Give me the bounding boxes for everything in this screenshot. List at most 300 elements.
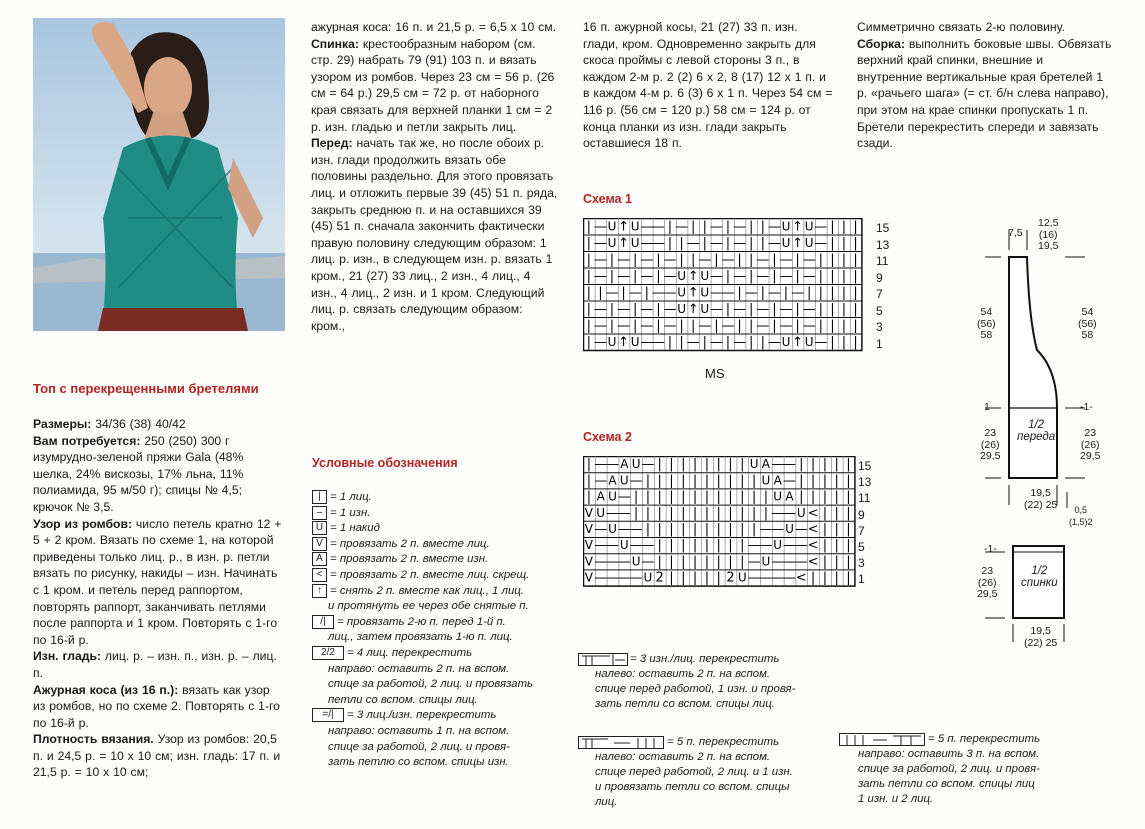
chart-symbol: U	[630, 219, 640, 234]
note-1-line: спице перед работой, 1 изн. и провя-	[595, 683, 796, 695]
back-text: крестообразным набором (см. стр. 29) набрать 79 (91) 103 п. и вязать узором из ромбов. Через 23 см = 56 р. (26 см = 64 р.) 29,5 см = 72 р. от наборного края связать для верхней планки 1 см = 2 р. изн. гладью и петли закрыть лиц.	[311, 36, 555, 134]
chart-symbol: —	[779, 302, 793, 317]
chart-symbol: —	[640, 219, 654, 235]
materials-label: Вам потребуется:	[33, 433, 141, 448]
chart-symbol: |	[657, 522, 662, 537]
chart-symbol: A	[785, 489, 794, 504]
dim-value: 12,5	[1038, 217, 1059, 229]
chart-symbol: —	[606, 538, 619, 554]
chart-symbol: —	[593, 335, 607, 350]
chart-symbol: |	[669, 457, 674, 473]
chart-symbol: |	[830, 252, 835, 268]
chart-symbol: |	[681, 570, 686, 586]
chart-symbol: —	[628, 285, 642, 301]
note-3-line: направо: оставить 3 п. на вспом.	[858, 748, 1040, 760]
gauge-label: Плотность вязания.	[33, 732, 154, 747]
chart-symbol: |	[633, 269, 638, 284]
legend-symbol: U	[312, 521, 327, 535]
chart-symbol: |	[667, 219, 673, 235]
chart-symbol: —	[756, 302, 770, 317]
chart-symbol: |	[795, 302, 800, 317]
chart-symbol: |	[704, 522, 710, 537]
chart-symbol: —	[794, 538, 808, 554]
chart-symbol: U	[804, 236, 814, 250]
sizes-label: Размеры:	[33, 417, 92, 431]
dim-back-width	[1024, 626, 1057, 649]
assembly-text: выполнить боковые швы. Обвязать верхний край спинки, внешние и внутренние вертикальные края бретелей 1 р. «рачьего шага» (= ст. б/н слева направо), при этом на крае спинки пропускать 1 п. Бретели перекрестить спереди и завязать сзади.	[857, 36, 1112, 151]
chart-symbol: —	[759, 538, 773, 554]
chart-symbol: |	[679, 252, 684, 268]
chart-symbol: |	[716, 554, 721, 570]
chart-symbol: |	[633, 505, 639, 521]
chart-symbol: U	[619, 538, 629, 553]
dim-value: 29,5	[980, 450, 1001, 462]
chart-symbol: —	[593, 236, 607, 251]
chart-symbol: |	[822, 505, 828, 521]
article-title: Топ с перекрещенными бретелями	[33, 381, 259, 396]
chart-symbol: —	[617, 252, 631, 268]
dim-value: 23	[981, 565, 994, 577]
chart-symbol: ↑	[618, 236, 630, 251]
chart-symbol: |	[692, 457, 698, 473]
chart-row-number: 15	[858, 459, 872, 473]
chart-symbol: |	[763, 505, 769, 521]
chart-symbol: —	[651, 285, 665, 301]
chart-symbol: <	[807, 522, 819, 537]
dim-value: (26)	[1080, 438, 1100, 451]
legend-text: = 1 изн.	[330, 506, 371, 519]
dim-value: (26)	[977, 576, 997, 589]
chart-row-number: 11	[876, 254, 889, 268]
chart-symbol: |	[657, 505, 662, 521]
legend-item	[312, 677, 533, 692]
legend-item	[312, 506, 370, 521]
chart-symbol: U	[677, 285, 686, 300]
chart-symbol: |	[807, 285, 812, 301]
chart-symbol: —	[802, 269, 816, 284]
chart-symbol: ↑	[792, 236, 804, 251]
chart-symbol: —	[814, 236, 828, 251]
chart-symbol: U	[607, 236, 617, 250]
legend-text: = 1 лиц.	[330, 491, 372, 504]
chart-row-number: 9	[858, 507, 865, 522]
chart-symbol: U	[630, 236, 640, 250]
legend-symbol: =/|	[312, 708, 344, 722]
chart-symbol: |	[841, 318, 847, 334]
chart-symbol: U	[596, 505, 606, 520]
chart-symbol: —	[629, 538, 643, 554]
chart-symbol: |	[692, 538, 698, 554]
chart-symbol: —	[594, 522, 608, 537]
chart-symbol: |	[740, 522, 745, 537]
legend-text: и протянуть ее через обе снятые п.	[328, 600, 529, 613]
chart-symbol: |	[846, 489, 851, 505]
chart-symbol: U	[781, 335, 791, 349]
legend-title: Условные обозначения	[312, 456, 458, 470]
chart-symbol: |	[822, 457, 828, 473]
chart-symbol: —	[686, 236, 700, 251]
chart-symbol: —	[593, 302, 607, 317]
note-3-line: = 5 п. перекрестить	[928, 733, 1041, 745]
chart-symbol: <	[795, 570, 807, 586]
legend-text: петли со вспом. спицы лиц.	[328, 693, 478, 706]
chart-symbol: —	[617, 554, 631, 570]
chart-symbol: —	[733, 236, 747, 251]
note-1	[595, 652, 795, 712]
chart-symbol: |	[716, 457, 721, 473]
back-piece-label	[1021, 566, 1058, 589]
chart-symbol: —	[698, 252, 712, 268]
chart-symbol: —	[802, 302, 816, 317]
dim-value: (56)	[977, 317, 996, 330]
chart-symbol: |	[834, 473, 839, 489]
chart-symbol: |	[681, 473, 686, 489]
chart-symbol: —	[767, 219, 781, 235]
chart-symbol: |	[728, 554, 733, 570]
chart-symbol: |	[657, 489, 662, 505]
chart-symbol: |	[669, 538, 674, 554]
chart-symbol: —	[593, 269, 607, 284]
chart-symbol: |	[728, 457, 733, 473]
dim-value: (22) 25	[1024, 498, 1058, 511]
symmetry-text: Симметрично связать 2-ю половину.	[857, 20, 1065, 34]
chart-row-number: 15	[876, 221, 890, 235]
legend-symbol: 2/2	[312, 646, 344, 660]
chart-symbol: |	[846, 473, 851, 489]
chart-symbol: |	[728, 473, 733, 489]
chart-symbol: |	[749, 335, 754, 350]
chart-symbol: |	[716, 522, 721, 537]
front-label: Перед:	[311, 136, 353, 151]
chart-symbol: |	[692, 473, 698, 489]
legend-text: направо: оставить 1 п. на вспом.	[328, 725, 510, 737]
chart-symbol: |	[795, 269, 800, 284]
piece-label-line: 1/2	[1031, 565, 1048, 577]
chart-symbol: |	[834, 522, 839, 537]
chart-symbol: —	[814, 335, 828, 350]
legend-item	[312, 662, 509, 677]
chart-symbol: |	[818, 252, 823, 268]
chart-symbol: |	[841, 285, 847, 301]
chart-symbol: |	[728, 522, 733, 537]
chart-symbol: |	[822, 522, 828, 537]
chart-symbol: |	[846, 457, 851, 473]
chart-symbol: |	[830, 302, 835, 317]
chart-symbol: |	[691, 252, 696, 268]
chart-symbol: U	[631, 554, 641, 569]
chart-symbol: V	[584, 505, 594, 520]
legend-symbol: ↑	[312, 584, 327, 598]
chart-symbol: |	[830, 335, 835, 350]
chart-symbol: |	[704, 473, 710, 489]
chart-symbol: |	[657, 457, 662, 473]
chart-symbol: |	[702, 236, 707, 251]
chart-symbol: |	[830, 318, 835, 334]
chart-symbol: |	[725, 269, 731, 284]
chart-symbol: —	[629, 522, 643, 537]
lace-cable-text: вязать как узор из ромбов, но по схеме 2. Повторять с 1-го по 16-й р.	[33, 682, 280, 730]
chart-symbol: —	[651, 335, 665, 350]
chart-symbol: |	[691, 219, 696, 235]
chart-symbol: |	[740, 473, 745, 489]
chart-symbol: |	[846, 522, 851, 537]
chart-symbol: |	[621, 285, 626, 301]
front-continued: 16 п. ажурной косы, 21 (27) 33 п. изн. глади, кром. Одновременно закрыть для скоса проймы с левой стороны 3 п., в каждом 2-м р. 2 (2) 6 х 2, 8 (17) 12 х 1 п. и в каждом 4-м р. 6 (3) 6 х 1 п. Через 54 см = 116 р. (56 см = 120 р.) 58 см = 124 р. от конца планки из изн. глади закрыть оставшиеся 18 п.	[583, 20, 833, 151]
chart-symbol: V	[584, 570, 594, 585]
legend-item	[312, 490, 372, 505]
chart-symbol: —	[779, 252, 793, 268]
chart-symbol: |	[783, 285, 789, 301]
chart-symbol: —	[802, 252, 816, 268]
chart-symbol: |	[737, 285, 742, 301]
chart-symbol: |	[822, 473, 828, 489]
chart-symbol: |	[692, 505, 698, 521]
chart-symbol: |	[704, 570, 710, 586]
chart-symbol: —	[663, 285, 677, 301]
chart-symbol: —	[593, 252, 607, 268]
chart-symbol: —	[779, 318, 793, 334]
note-3-line: зать петли со вспом. спицы лиц	[858, 778, 1035, 790]
chart-symbol: —	[629, 473, 643, 489]
chart-symbol: —	[771, 505, 785, 521]
chart-symbol: |	[822, 538, 828, 554]
chart-symbol: |	[822, 570, 828, 586]
chart-symbol: |	[749, 318, 754, 334]
chart-symbol: —	[721, 318, 735, 334]
chart-symbol: |	[772, 252, 777, 268]
legend-item	[312, 599, 529, 614]
dim-edge	[1069, 505, 1093, 528]
chart-symbol: —	[771, 554, 785, 570]
chart-symbol: ↑	[618, 335, 630, 350]
chart-symbol: |	[749, 252, 754, 268]
chart-symbol: U	[700, 302, 710, 316]
chart-symbol: ↑	[687, 302, 699, 317]
chart-symbol: —	[721, 252, 735, 268]
chart-symbol: V	[584, 522, 594, 536]
chart-symbol: ↑	[687, 269, 699, 284]
chart-symbol: —	[593, 318, 607, 334]
chart-symbol: |	[772, 302, 777, 317]
chart-symbol: —	[651, 219, 665, 235]
chart-symbol: |	[633, 318, 638, 334]
chart-symbol: |	[679, 335, 684, 350]
chart-symbol: |	[846, 570, 851, 586]
chart-symbol: —	[802, 318, 816, 334]
chart-symbol: |	[633, 302, 638, 317]
chart-symbol: —	[747, 570, 761, 586]
note-3-line: 1 изн. и 2 лиц.	[858, 793, 934, 805]
chart-symbol: |	[830, 285, 835, 301]
chart-symbol: |	[609, 318, 615, 334]
chart-symbol: —	[759, 522, 773, 537]
note-2-line: лиц.	[595, 796, 618, 808]
chart-symbol: |	[704, 554, 710, 570]
chart-symbol: |	[846, 538, 851, 554]
chart-row-number: 3	[876, 320, 883, 334]
chart-symbol: |	[716, 505, 721, 521]
chart-symbol: |	[679, 236, 684, 251]
chart-symbol: |	[841, 302, 847, 317]
chart-symbol: —	[733, 335, 747, 350]
dim-value: (1,5)2	[1069, 516, 1093, 527]
chart-symbol: —	[594, 473, 608, 489]
chart-symbol: |	[586, 473, 592, 489]
chart-symbol: |	[810, 473, 816, 489]
chart-symbol: —	[733, 302, 747, 317]
legend-item	[312, 646, 472, 661]
legend-text: спице за работой, 2 лиц. и провя-	[328, 740, 510, 753]
legend-text: = провязать 2 п. вместе лиц.	[330, 537, 490, 550]
chart-row-number: 3	[858, 556, 865, 571]
chart-symbol: |	[749, 236, 754, 251]
chart-symbol: |	[714, 252, 719, 268]
chart-symbol: |	[749, 269, 754, 284]
chart-symbol: |	[644, 285, 649, 301]
chart-symbol: |	[692, 570, 698, 586]
note-1-line: налево: оставить 2 п. на вспом.	[595, 668, 771, 680]
chart-symbol: —	[617, 522, 631, 537]
chart-symbol: |	[818, 269, 823, 284]
chart-symbol: |	[846, 505, 851, 521]
dim-value: 23	[1084, 427, 1097, 439]
note-3	[858, 732, 1040, 807]
chart-symbol: |	[657, 554, 662, 570]
note-2-line: и провязать петли со вспом. спицы	[595, 781, 790, 793]
dim-value: 29,5	[1080, 450, 1101, 462]
scheme-2-grid	[583, 456, 858, 601]
chart-symbol: —	[663, 252, 677, 268]
chart-symbol: |	[846, 554, 851, 570]
chart-symbol: |	[716, 538, 721, 554]
chart-symbol: |	[656, 318, 661, 334]
chart-symbol: —	[629, 570, 643, 586]
piece-label-line: 1/2	[1028, 419, 1045, 431]
legend-item	[312, 584, 524, 599]
chart-symbol: —	[640, 335, 654, 350]
chart-symbol: —	[779, 269, 793, 284]
chart-symbol: —	[709, 335, 723, 350]
dim-front-height-left	[977, 307, 996, 342]
chart-symbol: |	[656, 302, 661, 317]
chart-symbol: |	[691, 318, 696, 334]
chart-symbol: —	[783, 457, 796, 473]
gauge-text: Узор из ромбов: 20,5 п. и 24,5 р. = 10 х 10 см; изн. гладь: 17 п. и 21,5 р. = 10 х 10 см;	[33, 732, 281, 780]
dim-value: 54	[980, 306, 993, 318]
back-label: Спинка:	[311, 36, 359, 51]
legend-text: = провязать 2 п. вместе лиц. скрещ.	[330, 569, 530, 582]
chart-symbol: |	[830, 219, 835, 235]
chart-symbol: —	[756, 318, 770, 334]
chart-symbol: |	[749, 302, 754, 317]
chart-symbol: —	[814, 219, 828, 235]
chart-symbol: —	[744, 285, 758, 301]
chart-symbol: ↑	[792, 335, 804, 350]
dim-value: 58	[1081, 329, 1094, 341]
chart-symbol: |	[609, 302, 615, 317]
chart-symbol: |	[692, 489, 698, 505]
chart-symbol: |	[818, 302, 823, 317]
chart-symbol: |	[681, 538, 686, 554]
legend-text: = провязать 2-ю п. перед 1-й п.	[337, 615, 506, 628]
chart-symbol: —	[783, 538, 796, 554]
chart-symbol: ↑	[687, 285, 699, 301]
chart-symbol: —	[594, 554, 608, 570]
chart-symbol: |	[853, 269, 858, 284]
chart-symbol: |	[714, 318, 719, 334]
chart-symbol: —	[640, 269, 654, 284]
chart-symbol: |	[669, 522, 674, 537]
chart-symbol: —	[617, 318, 631, 334]
chart-symbol: |	[725, 302, 731, 317]
chart-symbol: U	[631, 457, 641, 472]
chart-symbol: |	[853, 302, 858, 317]
chart-symbol: |	[681, 554, 686, 570]
dim-value: 23	[984, 427, 997, 439]
chart-symbol: —	[640, 302, 654, 317]
chart-symbol: |	[834, 570, 839, 586]
chart-symbol: U	[608, 522, 617, 536]
dim-back-height	[977, 566, 997, 601]
chart-symbol: |	[751, 522, 757, 537]
chart-symbol: A	[608, 473, 617, 488]
chart-symbol: |	[704, 457, 710, 473]
legend-symbol: /|	[312, 615, 334, 629]
chart-symbol: U	[677, 269, 686, 283]
dim-strap-width: 7,5	[1008, 227, 1023, 239]
chart-symbol: |	[822, 554, 828, 570]
dim-top-width	[1038, 218, 1058, 253]
chart-symbol: |	[818, 318, 823, 334]
rhomb-pattern-text: число петель кратно 12 + 5 + 2 кром. Вязать по схеме 1, на которой приведены только лиц. р., в изн. р. петли вязать по рисунку, накиды – изн. Начинать с 1 кром. и петель перед раппортом, повторять раппорт, заканчивать петлями после раппорта и 1 кром. Повторять с 1-го по 16-й р.	[33, 516, 282, 647]
chart-symbol: |	[681, 522, 686, 537]
chart-symbol: |	[681, 489, 686, 505]
chart-symbol: |	[799, 473, 804, 489]
chart-symbol: |	[853, 318, 858, 334]
chart-symbol: —	[747, 538, 761, 554]
column-1-text	[33, 416, 285, 781]
chart-row-number: 13	[858, 475, 872, 490]
piece-label-line: спинки	[1021, 576, 1058, 589]
dim-value: 19,5	[1030, 487, 1051, 499]
chart-symbol: |	[598, 285, 603, 301]
materials-text: 250 (250) 300 г изумрудно-зеленой пряжи Gala (48% шелка, 24% вискозы, 17% льна, 11% полиамида, 95 м/50 г); спицы № 4,5; крючок № 3,5.	[33, 433, 244, 514]
chart-symbol: |	[657, 538, 662, 554]
chart-symbol: |	[751, 473, 757, 489]
chart-symbol: |	[760, 236, 765, 251]
chart-symbol: |	[760, 219, 765, 235]
legend-symbol: A	[312, 552, 327, 566]
chart-symbol: |	[669, 554, 674, 570]
chart-symbol: —	[767, 285, 781, 301]
chart-symbol: |	[586, 252, 591, 268]
chart-symbol: |	[667, 236, 673, 251]
chart-symbol: |	[760, 285, 765, 301]
chart-symbol: |	[737, 318, 742, 334]
chart-symbol: |	[841, 219, 847, 235]
dim-value: 0,5	[1074, 505, 1088, 515]
chart-symbol: U	[781, 219, 791, 234]
chart-symbol: —	[767, 236, 781, 251]
chart-symbol: —	[617, 302, 631, 317]
scheme-1-grid	[583, 218, 873, 393]
chart-symbol: |	[749, 219, 754, 235]
dim-front-height-right	[1078, 307, 1097, 342]
chart-symbol: |	[763, 489, 769, 505]
chart-symbol: —	[747, 554, 761, 570]
chart-symbol: |	[751, 489, 757, 505]
chart-symbol: —	[663, 318, 677, 334]
